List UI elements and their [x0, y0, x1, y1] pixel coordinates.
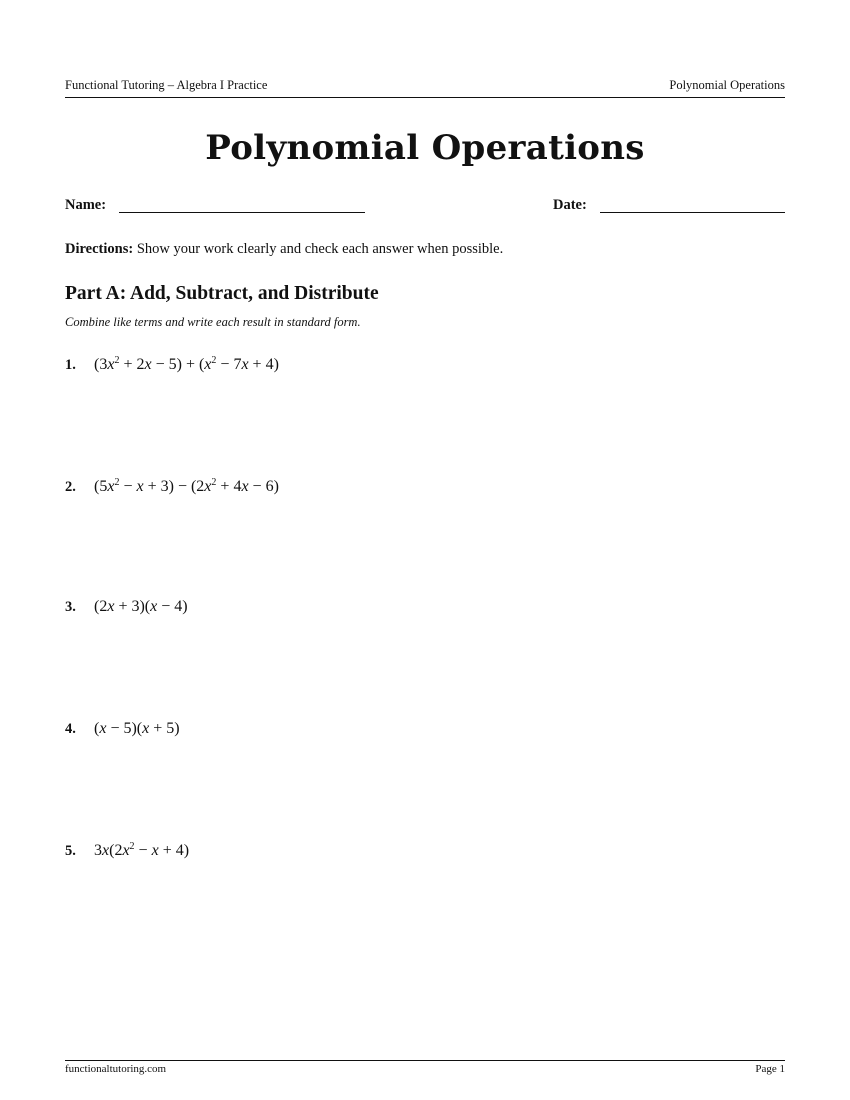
date-label: Date:: [553, 197, 587, 213]
problem-expression: $3x(2x^2 - x + 4)$: [94, 841, 190, 859]
footer-website: functionaltutoring.com: [65, 1063, 167, 1075]
problem-3: [65, 598, 188, 616]
directions: [65, 241, 503, 258]
problem-4: [65, 720, 180, 738]
header-course-title: Functional Tutoring – Algebra I Practice: [65, 78, 268, 92]
problem-2: [65, 478, 279, 496]
problem-expression: $(5x^2 - x + 3) - (2x^2 + 4x - 6)$: [94, 477, 279, 495]
directions-text: Show your work clearly and check each answer when possible.: [133, 241, 504, 257]
page-title: Polynomial Operations: [205, 128, 645, 168]
directions-label: Directions:: [65, 241, 134, 257]
problem-number: 4.: [65, 721, 76, 737]
problem-1: [65, 356, 279, 374]
header-topic: Polynomial Operations: [669, 78, 785, 92]
name-label: Name:: [65, 197, 107, 213]
problem-number: 1.: [65, 357, 76, 373]
problem-number: 2.: [65, 479, 76, 495]
date-field[interactable]: [553, 197, 587, 214]
problem-number: 5.: [65, 843, 76, 859]
problem-5: [65, 842, 189, 860]
part-a-heading: Part A: Add, Subtract, and Distribute: [65, 283, 379, 304]
running-header: [65, 78, 785, 98]
problem-number: 3.: [65, 599, 76, 615]
worksheet-page: [65, 0, 785, 1100]
name-blank-line[interactable]: [119, 212, 365, 213]
problem-expression: (2x + 3)(x − 4): [94, 598, 188, 615]
name-field[interactable]: [65, 197, 106, 214]
problem-expression: (x − 5)(x + 5): [94, 720, 180, 737]
footer-page-number: Page 1: [755, 1063, 785, 1075]
running-footer: [65, 1060, 785, 1075]
problem-expression: $(3x^2 + 2x - 5) + (x^2 - 7x + 4)$: [94, 355, 279, 373]
date-blank-line[interactable]: [600, 212, 785, 213]
part-a-instructions: Combine like terms and write each result in standard form.: [65, 315, 361, 329]
